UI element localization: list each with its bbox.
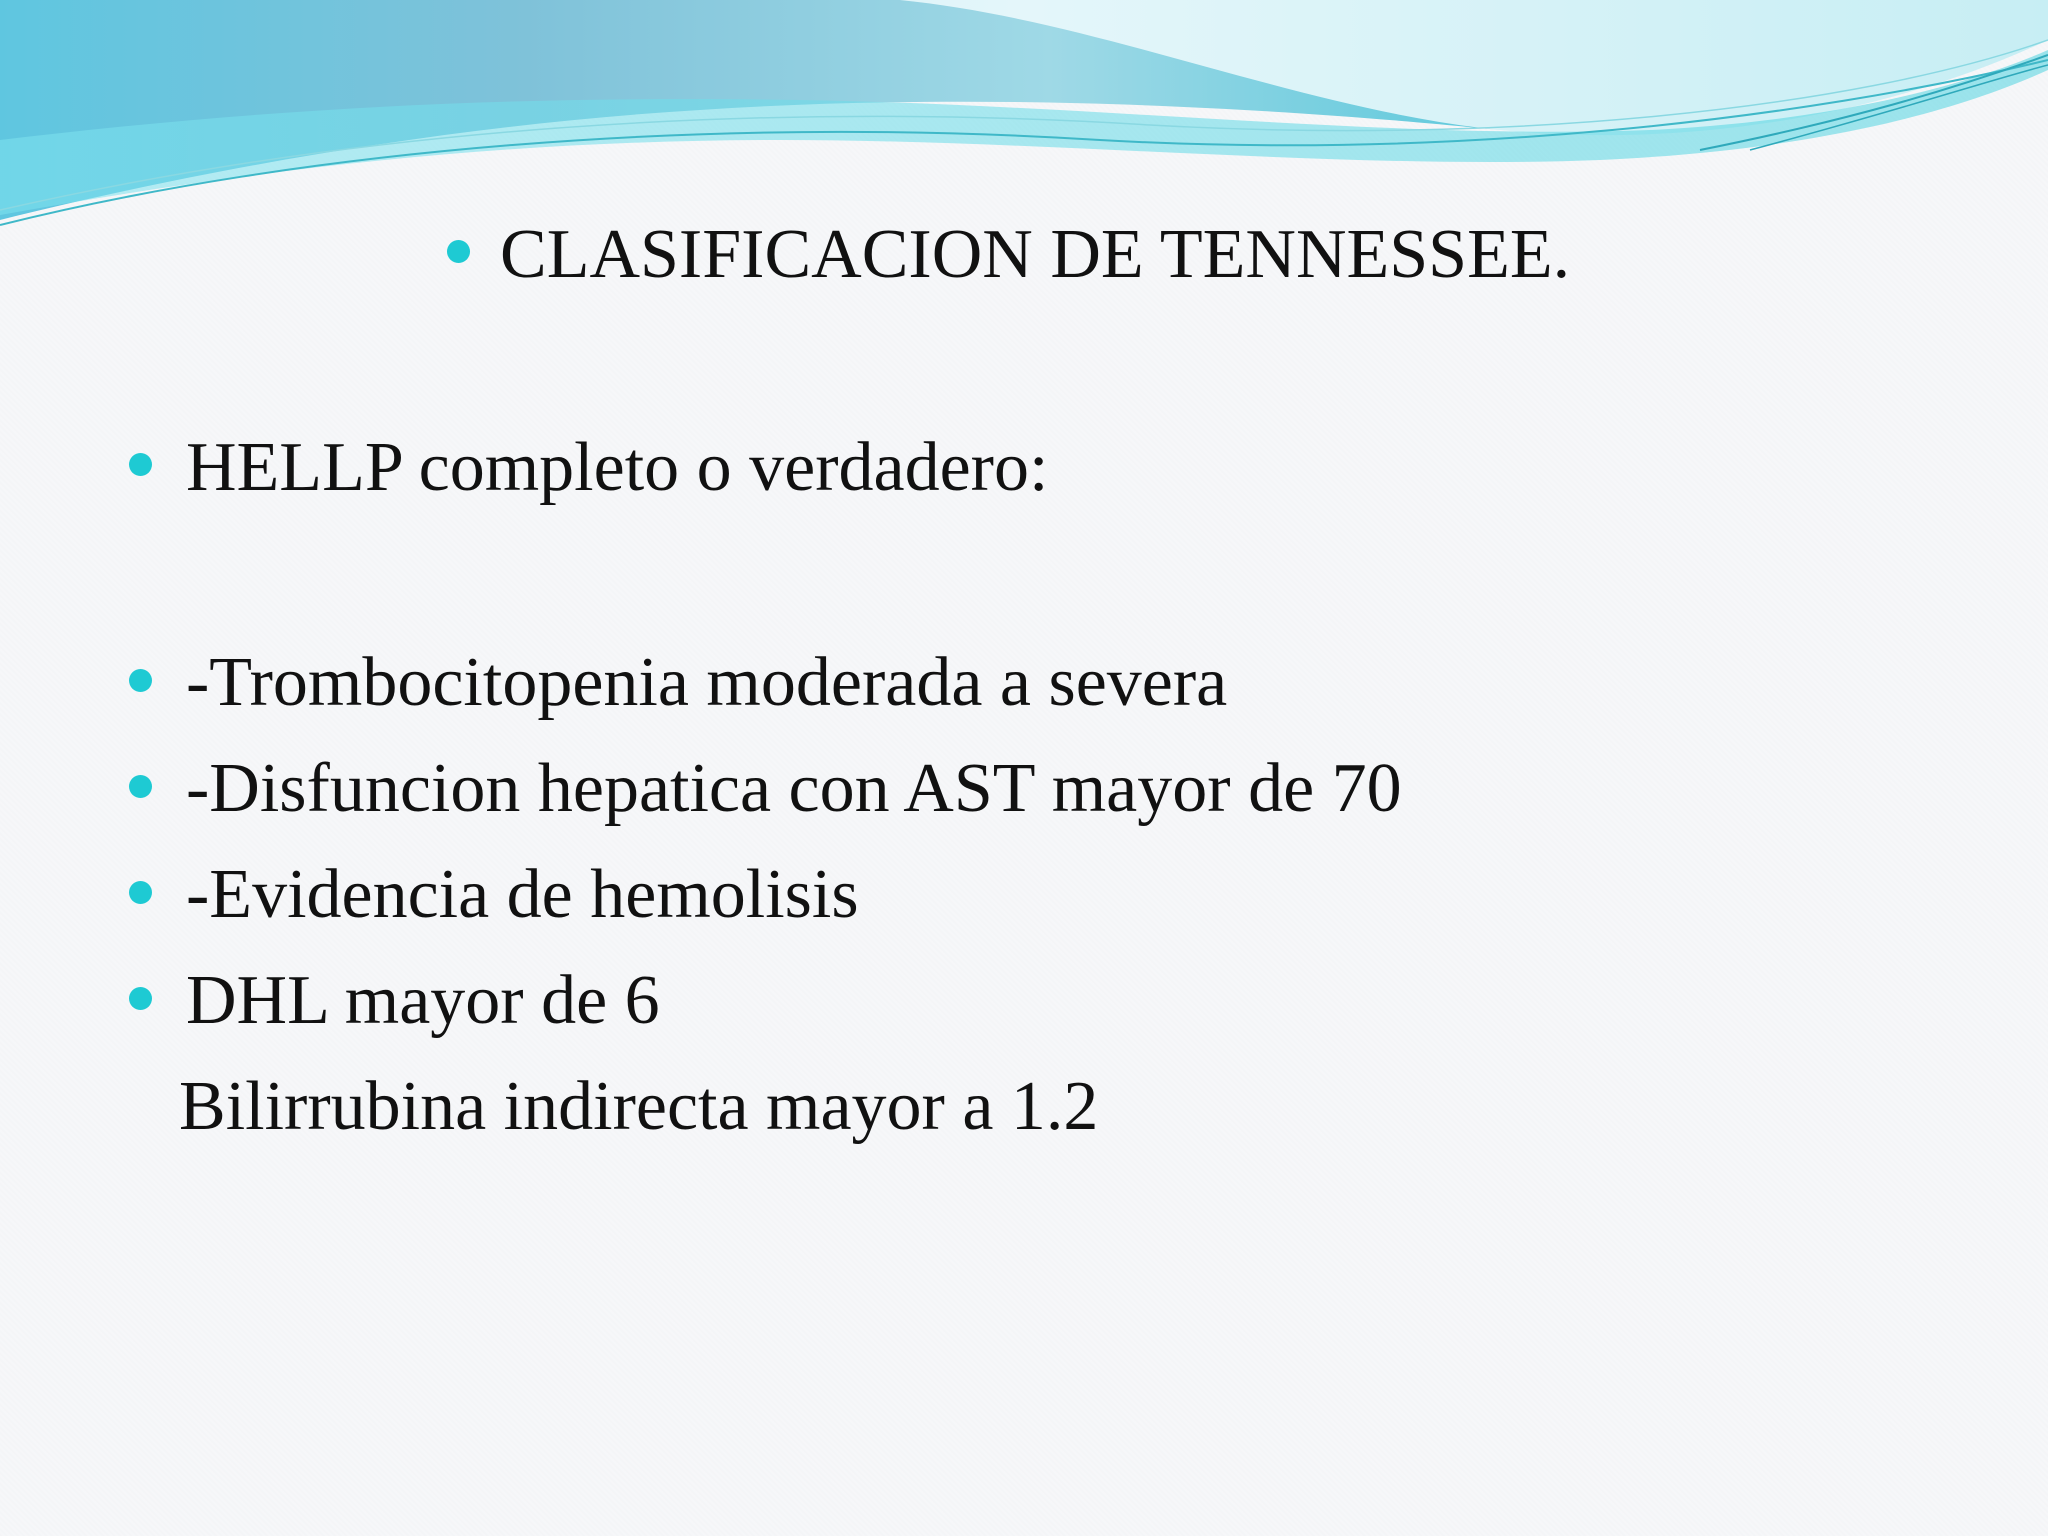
bullet-icon: [129, 669, 152, 692]
list-item-hellp: HELLP completo o verdadero:: [186, 429, 1049, 506]
header-wave-decoration: [0, 0, 2048, 240]
bullet-icon: [129, 775, 152, 798]
list-item-trombocitopenia: -Trombocitopenia moderada a severa: [186, 644, 1228, 721]
list-item-bilirrubina: Bilirrubina indirecta mayor a 1.2: [179, 1068, 1099, 1145]
list-item-hemolisis: -Evidencia de hemolisis: [186, 856, 859, 933]
slide-title: CLASIFICACION DE TENNESSEE.: [500, 216, 1571, 293]
list-item-dhl: DHL mayor de 6: [186, 962, 660, 1039]
list-item-disfuncion-hepatica: -Disfuncion hepatica con AST mayor de 70: [186, 750, 1402, 827]
bullet-icon: [129, 881, 152, 904]
bullet-icon: [129, 987, 152, 1010]
title-bullet-icon: [447, 240, 470, 263]
bullet-icon: [129, 453, 152, 476]
